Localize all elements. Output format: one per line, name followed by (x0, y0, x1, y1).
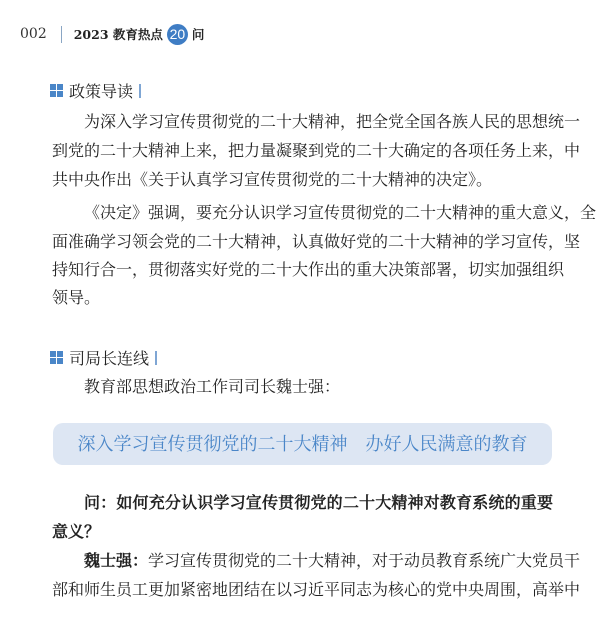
heading-bar (155, 351, 157, 365)
answer-line (52, 550, 581, 572)
paragraph-line: 到党的二十大精神上来，把力量凝聚到党的二十大确定的各项任务上来，中 (52, 141, 581, 160)
grid-icon (50, 84, 63, 97)
paragraph-line: 持知行合一，贯彻落实好党的二十大作出的重大决策部署，切实加强组织 (52, 260, 565, 279)
intro-line: 教育部思想政治工作司司长魏士强： (84, 377, 341, 396)
heading-bar (139, 84, 141, 98)
section-heading-director (50, 346, 157, 369)
paragraph-line: 面准确学习领会党的二十大精神，认真做好党的二十大精神的学习宣传，坚 (52, 232, 581, 251)
page-number: 002 (20, 26, 47, 42)
section-heading-policy (50, 79, 141, 102)
header-divider (61, 26, 62, 43)
grid-icon (50, 351, 63, 364)
answer-line: 部和师生员工更加紧密地团结在以习近平同志为核心的党中央周围，高举中 (52, 580, 581, 599)
question-line: 意义？ (52, 522, 101, 541)
paragraph-line: 为深入学习宣传贯彻党的二十大精神，把全党全国各族人民的思想统一 (84, 112, 581, 131)
paragraph-line: 《决定》强调，要充分认识学习宣传贯彻党的二十大精神的重大意义，全 (84, 203, 597, 222)
book-title-suffix: 问 (191, 27, 205, 42)
question-line: 问：如何充分认识学习宣传贯彻党的二十大精神对教育系统的重要 (84, 493, 553, 512)
section-title: 司局长连线 (69, 351, 150, 368)
paragraph-line: 共中央作出《关于认真学习宣传贯彻党的二十大精神的决定》。 (52, 170, 493, 189)
paragraph-line: 领导。 (52, 288, 101, 307)
book-title-prefix: 2023 教育热点 (73, 27, 163, 42)
answer-speaker: 魏士强： (84, 551, 149, 570)
answer-text: 学习宣传贯彻党的二十大精神，对于动员教育系统广大党员干 (148, 551, 581, 570)
section-title: 政策导读 (69, 84, 134, 101)
running-header (20, 24, 204, 44)
book-number-badge: 20 (167, 24, 188, 45)
article-title-banner: 深入学习宣传贯彻党的二十大精神 办好人民满意的教育 (53, 423, 552, 465)
